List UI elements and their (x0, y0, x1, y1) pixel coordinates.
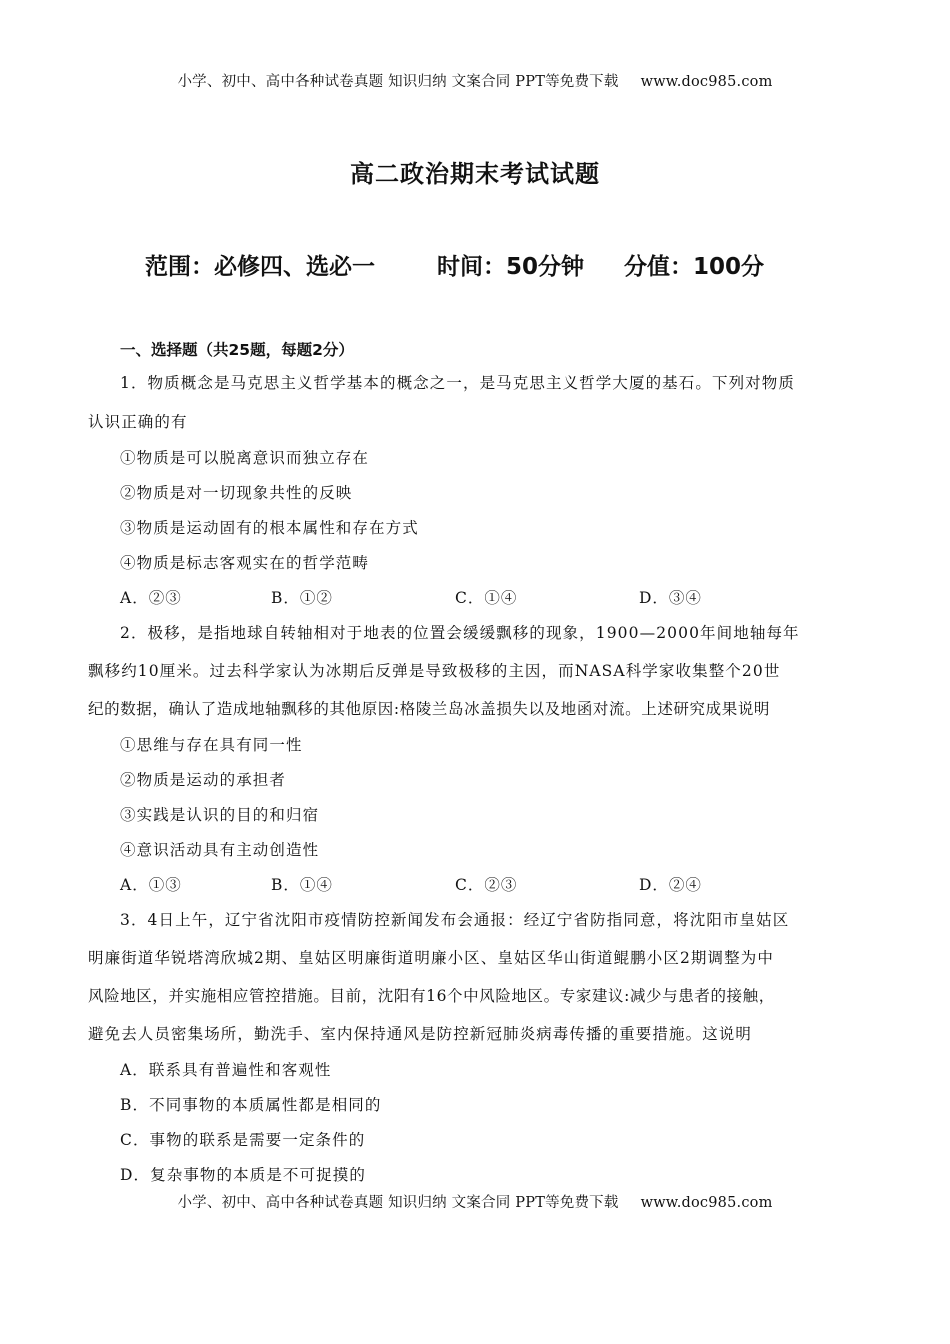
q1-option-b: B．①② (271, 589, 333, 607)
q1-option-c: C．①④ (455, 589, 518, 607)
q2-stem-line2: 飘移约10厘米。过去科学家认为冰期后反弹是导致极移的主因，而NASA科学家收集整个20世 (88, 662, 781, 680)
q1-item-3: ③物质是运动固有的根本属性和存在方式 (120, 519, 419, 537)
q2-item-1: ①思维与存在具有同一性 (120, 736, 303, 754)
q2-option-c: C．②③ (455, 876, 518, 894)
q3-option-b: B．不同事物的本质属性都是相同的 (120, 1096, 382, 1114)
exam-score: 分值：100分 (624, 254, 765, 280)
q1-stem-line1: 1．物质概念是马克思主义哲学基本的概念之一，是马克思主义哲学大厦的基石。下列对物质 (120, 374, 795, 392)
section-heading: 一、选择题（共25题，每题2分） (120, 341, 354, 359)
q3-option-c: C．事物的联系是需要一定条件的 (120, 1131, 366, 1149)
q3-option-a: A．联系具有普遍性和客观性 (120, 1061, 332, 1079)
q1-stem-line2: 认识正确的有 (88, 413, 188, 431)
q2-stem-line1: 2．极移，是指地球自转轴相对于地表的位置会缓缓飘移的现象，1900—2000年间地轴每年 (120, 624, 800, 642)
page-header (0, 70, 950, 91)
q1-item-4: ④物质是标志客观实在的哲学范畴 (120, 554, 370, 572)
page-footer (0, 1191, 950, 1212)
q2-option-d: D．②④ (639, 876, 702, 894)
exam-title: 高二政治期末考试试题 (350, 160, 600, 188)
header-site-link[interactable]: www.doc985.com (640, 74, 773, 90)
q1-item-1: ①物质是可以脱离意识而独立存在 (120, 449, 370, 467)
q1-option-d: D．③④ (639, 589, 702, 607)
q2-option-b: B．①④ (271, 876, 333, 894)
q3-option-d: D．复杂事物的本质是不可捉摸的 (120, 1166, 366, 1184)
q2-item-3: ③实践是认识的目的和归宿 (120, 806, 320, 824)
q3-stem-line4: 避免去人员密集场所，勤洗手、室内保持通风是防控新冠肺炎病毒传播的重要措施。这说明 (88, 1025, 753, 1043)
q3-stem-line1: 3．4日上午，辽宁省沈阳市疫情防控新闻发布会通报：经辽宁省防指同意，将沈阳市皇姑区 (120, 911, 790, 929)
exam-time: 时间：50分钟 (437, 254, 585, 280)
q3-stem-line3: 风险地区，并实施相应管控措施。目前，沈阳有16个中风险地区。专家建议:减少与患者的接触， (88, 987, 775, 1005)
exam-meta (145, 248, 764, 281)
q1-item-2: ②物质是对一切现象共性的反映 (120, 484, 353, 502)
q2-item-4: ④意识活动具有主动创造性 (120, 841, 320, 859)
q2-item-2: ②物质是运动的承担者 (120, 771, 287, 789)
q2-stem-line3: 纪的数据，确认了造成地轴飘移的其他原因:格陵兰岛冰盖损失以及地函对流。上述研究成果说明 (88, 700, 771, 718)
q2-option-a: A．①③ (120, 876, 182, 894)
q3-stem-line2: 明廉街道华锐塔湾欣城2期、皇姑区明廉街道明廉小区、皇姑区华山街道鲲鹏小区2期调整为中 (88, 949, 774, 967)
footer-text: 小学、初中、高中各种试卷真题 知识归纳 文案合同 PPT等免费下载 (177, 1195, 619, 1211)
header-text: 小学、初中、高中各种试卷真题 知识归纳 文案合同 PPT等免费下载 (177, 74, 619, 90)
footer-site-link[interactable]: www.doc985.com (640, 1195, 773, 1211)
exam-range: 范围：必修四、选必一 (145, 254, 375, 280)
q1-option-a: A．②③ (120, 589, 182, 607)
